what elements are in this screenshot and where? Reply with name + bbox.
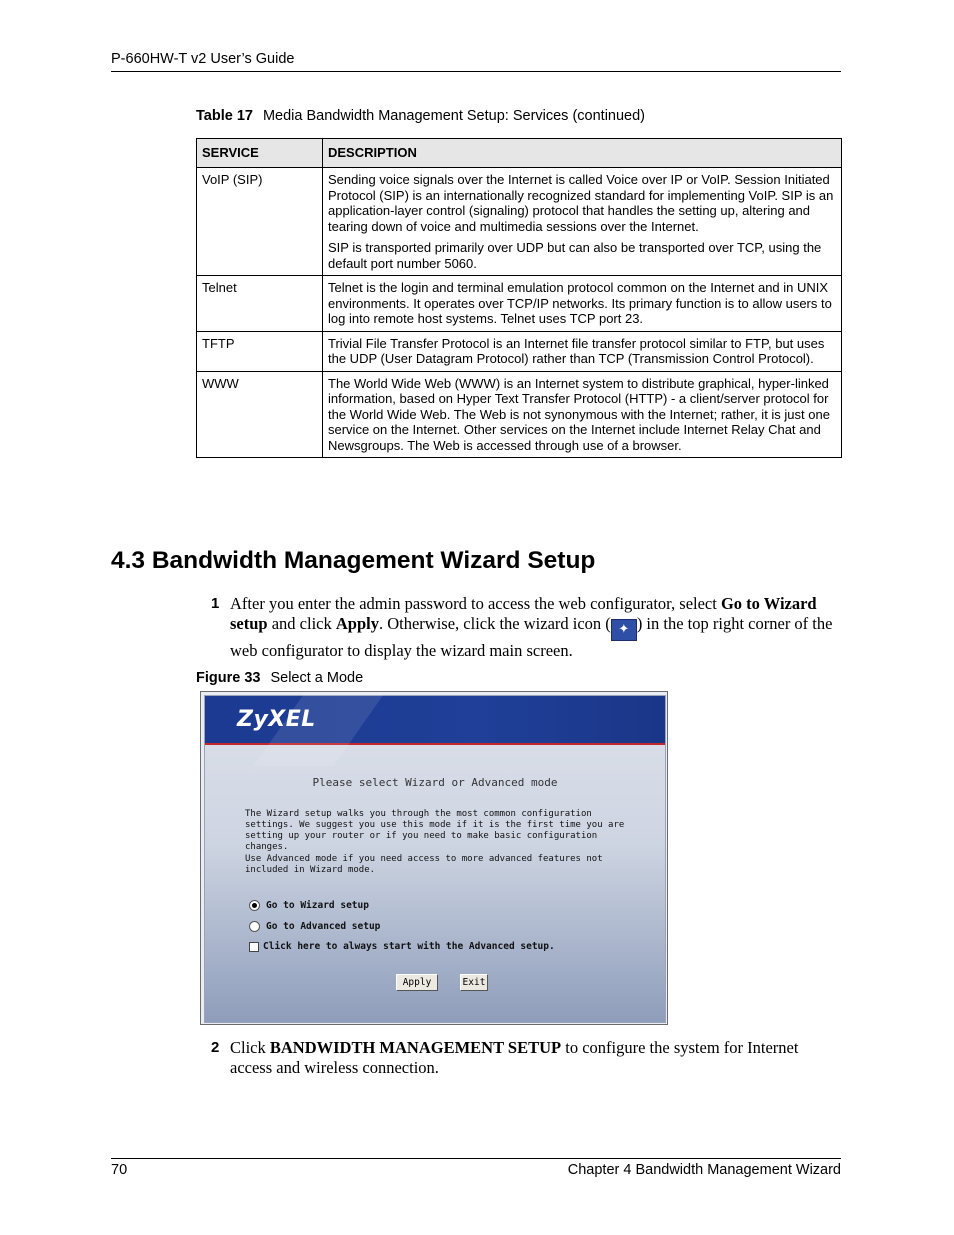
description-paragraph: The World Wide Web (WWW) is an Internet system to distribute graphical, hyper-linked information, based on Hyper Text Transfer Protocol (HTTP) - a client/server protocol for the World Wide Web. The Web is not synonymous with the Internet; rather, it is just one service on the Internet. Other services on the Internet include Internet Relay Chat and Newsgroups. The Web is accessed through use of a browser. xyxy=(328,375,830,453)
description-paragraph: Trivial File Transfer Protocol is an Internet file transfer protocol similar to FTP, but uses the UDP (User Datagram Protocol) rather than TCP (Transmission Control Protocol). xyxy=(328,335,825,366)
step-text: to configure the system for Internet access and wireless connection. xyxy=(230,1038,799,1077)
radio-selected-icon[interactable] xyxy=(249,900,260,911)
table-row xyxy=(197,371,842,458)
step-text: and click xyxy=(267,614,336,633)
step-2-text xyxy=(230,1038,842,1078)
screenshot-panel xyxy=(204,695,666,1023)
table-caption-text: Media Bandwidth Management Setup: Services (continued) xyxy=(262,108,646,124)
service-cell: Telnet xyxy=(197,276,323,332)
always-advanced-checkbox[interactable] xyxy=(249,941,555,952)
description-paragraph: Sending voice signals over the Internet is called Voice over IP or VoIP. Session Initiated Protocol (SIP) is an internationally recognized standard for implementing VoIP. SIP is an application-layer control (signaling) protocol that handles the setting up, altering and tearing down of voice and multimedia sessions over the Internet. xyxy=(328,172,834,234)
header-rule xyxy=(111,71,841,72)
figure-caption-text: Select a Mode xyxy=(270,670,364,686)
step-number: 2 xyxy=(211,1039,220,1056)
step-bold-term: Apply xyxy=(335,614,379,633)
wizard-icon: ✦ xyxy=(611,619,637,641)
table-header-row xyxy=(197,139,842,168)
description-cell xyxy=(323,276,842,332)
figure-caption-number: Figure 33 xyxy=(196,670,261,686)
description-cell xyxy=(323,371,842,458)
select-mode-screenshot xyxy=(200,691,668,1025)
chapter-title: Chapter 4 Bandwidth Management Wizard xyxy=(567,1162,841,1178)
table-caption xyxy=(196,108,645,124)
footer-rule xyxy=(111,1158,841,1159)
running-header: P-660HW-T v2 User’s Guide xyxy=(111,51,295,67)
mode-prompt: Please select Wizard or Advanced mode xyxy=(312,776,558,789)
figure-caption xyxy=(196,670,363,686)
step-bold-term: Go to Wizard setup xyxy=(230,594,817,633)
step-text: After you enter the admin password to access the web configurator, select xyxy=(230,594,721,613)
table-row xyxy=(197,276,842,332)
description-cell xyxy=(323,168,842,276)
wizard-description: The Wizard setup walks you through the most common configuration settings. We suggest you use this mode if it is the first time you are setting up your router or if you need to make basic configuration changes. xyxy=(245,809,625,852)
description-paragraph: Telnet is the login and terminal emulation protocol common on the Internet and in UNIX environments. It operates over TCP/IP networks. Its primary function is to allow users to log into remote host systems. Telnet uses TCP port 23. xyxy=(328,280,832,326)
radio-icon[interactable] xyxy=(249,921,260,932)
step-text: . Otherwise, click the wizard icon ( xyxy=(378,614,611,633)
zyxel-logo: ZyXEL xyxy=(237,707,316,732)
service-cell: TFTP xyxy=(197,331,323,371)
step-text: Click xyxy=(230,1038,270,1057)
apply-button[interactable]: Apply xyxy=(396,974,438,991)
option-label: Click here to always start with the Advanced setup. xyxy=(263,941,555,952)
step-bold-term: BANDWIDTH MANAGEMENT SETUP xyxy=(269,1038,562,1057)
advanced-description: Use Advanced mode if you need access to more advanced features not included in Wizard mode. xyxy=(245,854,603,875)
table-row xyxy=(197,331,842,371)
table-caption-number: Table 17 xyxy=(196,108,253,124)
column-header-description: DESCRIPTION xyxy=(323,139,842,168)
advanced-option[interactable] xyxy=(249,921,380,932)
column-header-service: SERVICE xyxy=(197,139,323,168)
section-heading: 4.3 Bandwidth Management Wizard Setup xyxy=(111,547,596,574)
step-1-text xyxy=(230,594,842,661)
service-cell: WWW xyxy=(197,371,323,458)
description-cell xyxy=(323,331,842,371)
zyxel-banner xyxy=(205,696,665,745)
step-number: 1 xyxy=(211,595,220,612)
wizard-option[interactable] xyxy=(249,900,369,911)
option-label: Go to Advanced setup xyxy=(266,921,381,932)
service-cell: VoIP (SIP) xyxy=(197,168,323,276)
exit-button[interactable]: Exit xyxy=(460,974,488,991)
step-text: ) in the top right corner of the web configurator to display the wizard main screen. xyxy=(230,614,833,660)
table-row xyxy=(197,168,842,276)
services-table xyxy=(196,138,842,458)
page-number: 70 xyxy=(111,1162,128,1178)
checkbox-icon[interactable] xyxy=(249,942,259,952)
description-paragraph: SIP is transported primarily over UDP but can also be transported over TCP, using the default port number 5060. xyxy=(328,240,822,271)
option-label: Go to Wizard setup xyxy=(266,900,369,911)
